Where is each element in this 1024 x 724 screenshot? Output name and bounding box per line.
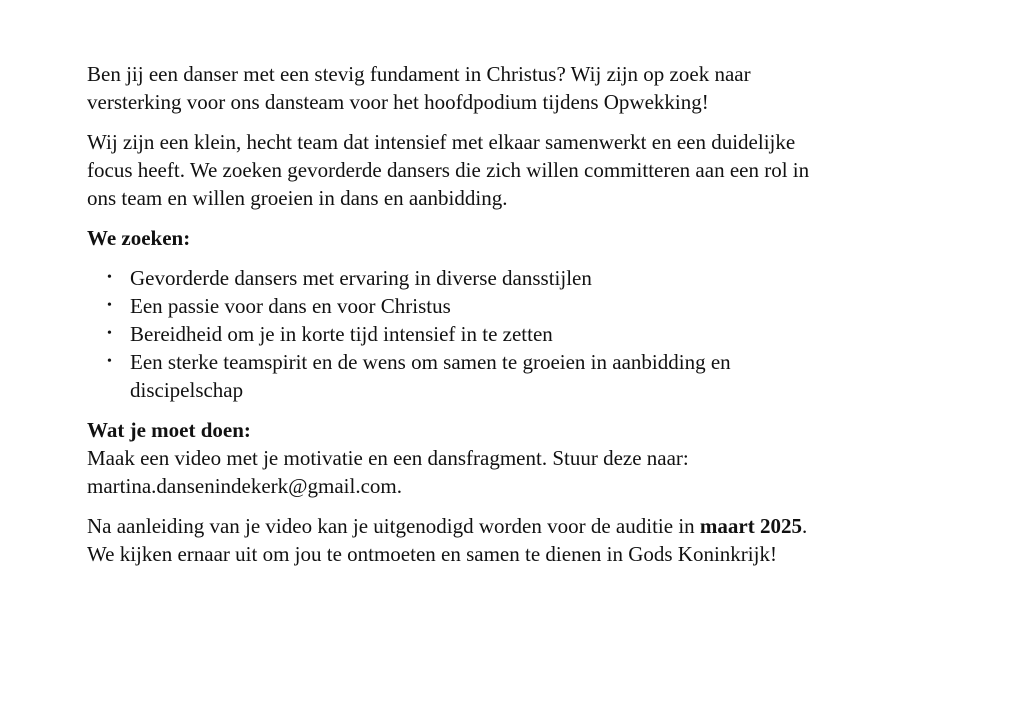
- document-body: [87, 60, 947, 580]
- list-item: [87, 264, 947, 292]
- list-item: [87, 320, 947, 348]
- todo-line-1: Maak een video met je motivatie en een dansfragment. Stuur deze naar:: [87, 446, 689, 470]
- bullet-icon: •: [107, 270, 112, 285]
- bullet-icon: •: [107, 326, 112, 341]
- closing-line-1-text: Na aanleiding van je video kan je uitgenodigd worden voor de auditie in: [87, 514, 700, 538]
- team-line-2: focus heeft. We zoeken gevorderde dansers die zich willen committeren aan een rol in: [87, 158, 810, 182]
- closing-line-2: We kijken ernaar uit om jou te ontmoeten en samen te dienen in Gods Koninkrijk!: [87, 542, 777, 566]
- list-item-text: Gevorderde dansers met ervaring in diverse dansstijlen: [130, 266, 592, 290]
- list-item-text: Een passie voor dans en voor Christus: [130, 294, 451, 318]
- intro-paragraph: [87, 60, 947, 116]
- team-line-1: Wij zijn een klein, hecht team dat intensief met elkaar samenwerkt en een duidelijke: [87, 130, 796, 154]
- bullet-icon: •: [107, 298, 112, 313]
- intro-line-2: versterking voor ons dansteam voor het hoofdpodium tijdens Opwekking!: [87, 90, 709, 114]
- closing-line-1-end: .: [801, 514, 808, 538]
- list-item-text: Bereidheid om je in korte tijd intensief in te zetten: [130, 322, 553, 346]
- intro-line-1: Ben jij een danser met een stevig fundament in Christus? Wij zijn op zoek naar: [87, 62, 751, 86]
- team-line-3: ons team en willen groeien in dans en aanbidding.: [87, 186, 508, 210]
- list-item: [87, 292, 947, 320]
- team-paragraph: [87, 128, 947, 212]
- closing-paragraph: [87, 512, 947, 568]
- seeking-list: [87, 264, 947, 404]
- list-item-text: Een sterke teamspirit en de wens om samen te groeien in aanbidding en: [130, 350, 731, 374]
- todo-section: [87, 416, 947, 500]
- bullet-icon: •: [107, 354, 112, 369]
- email-address: martina.dansenindekerk@gmail.com.: [87, 474, 402, 498]
- todo-heading: Wat je moet doen:: [87, 418, 251, 442]
- list-item-text-continued: discipelschap: [130, 378, 244, 402]
- seeking-heading: We zoeken:: [87, 226, 191, 250]
- audition-date: maart 2025: [699, 514, 802, 538]
- list-item: [87, 348, 947, 404]
